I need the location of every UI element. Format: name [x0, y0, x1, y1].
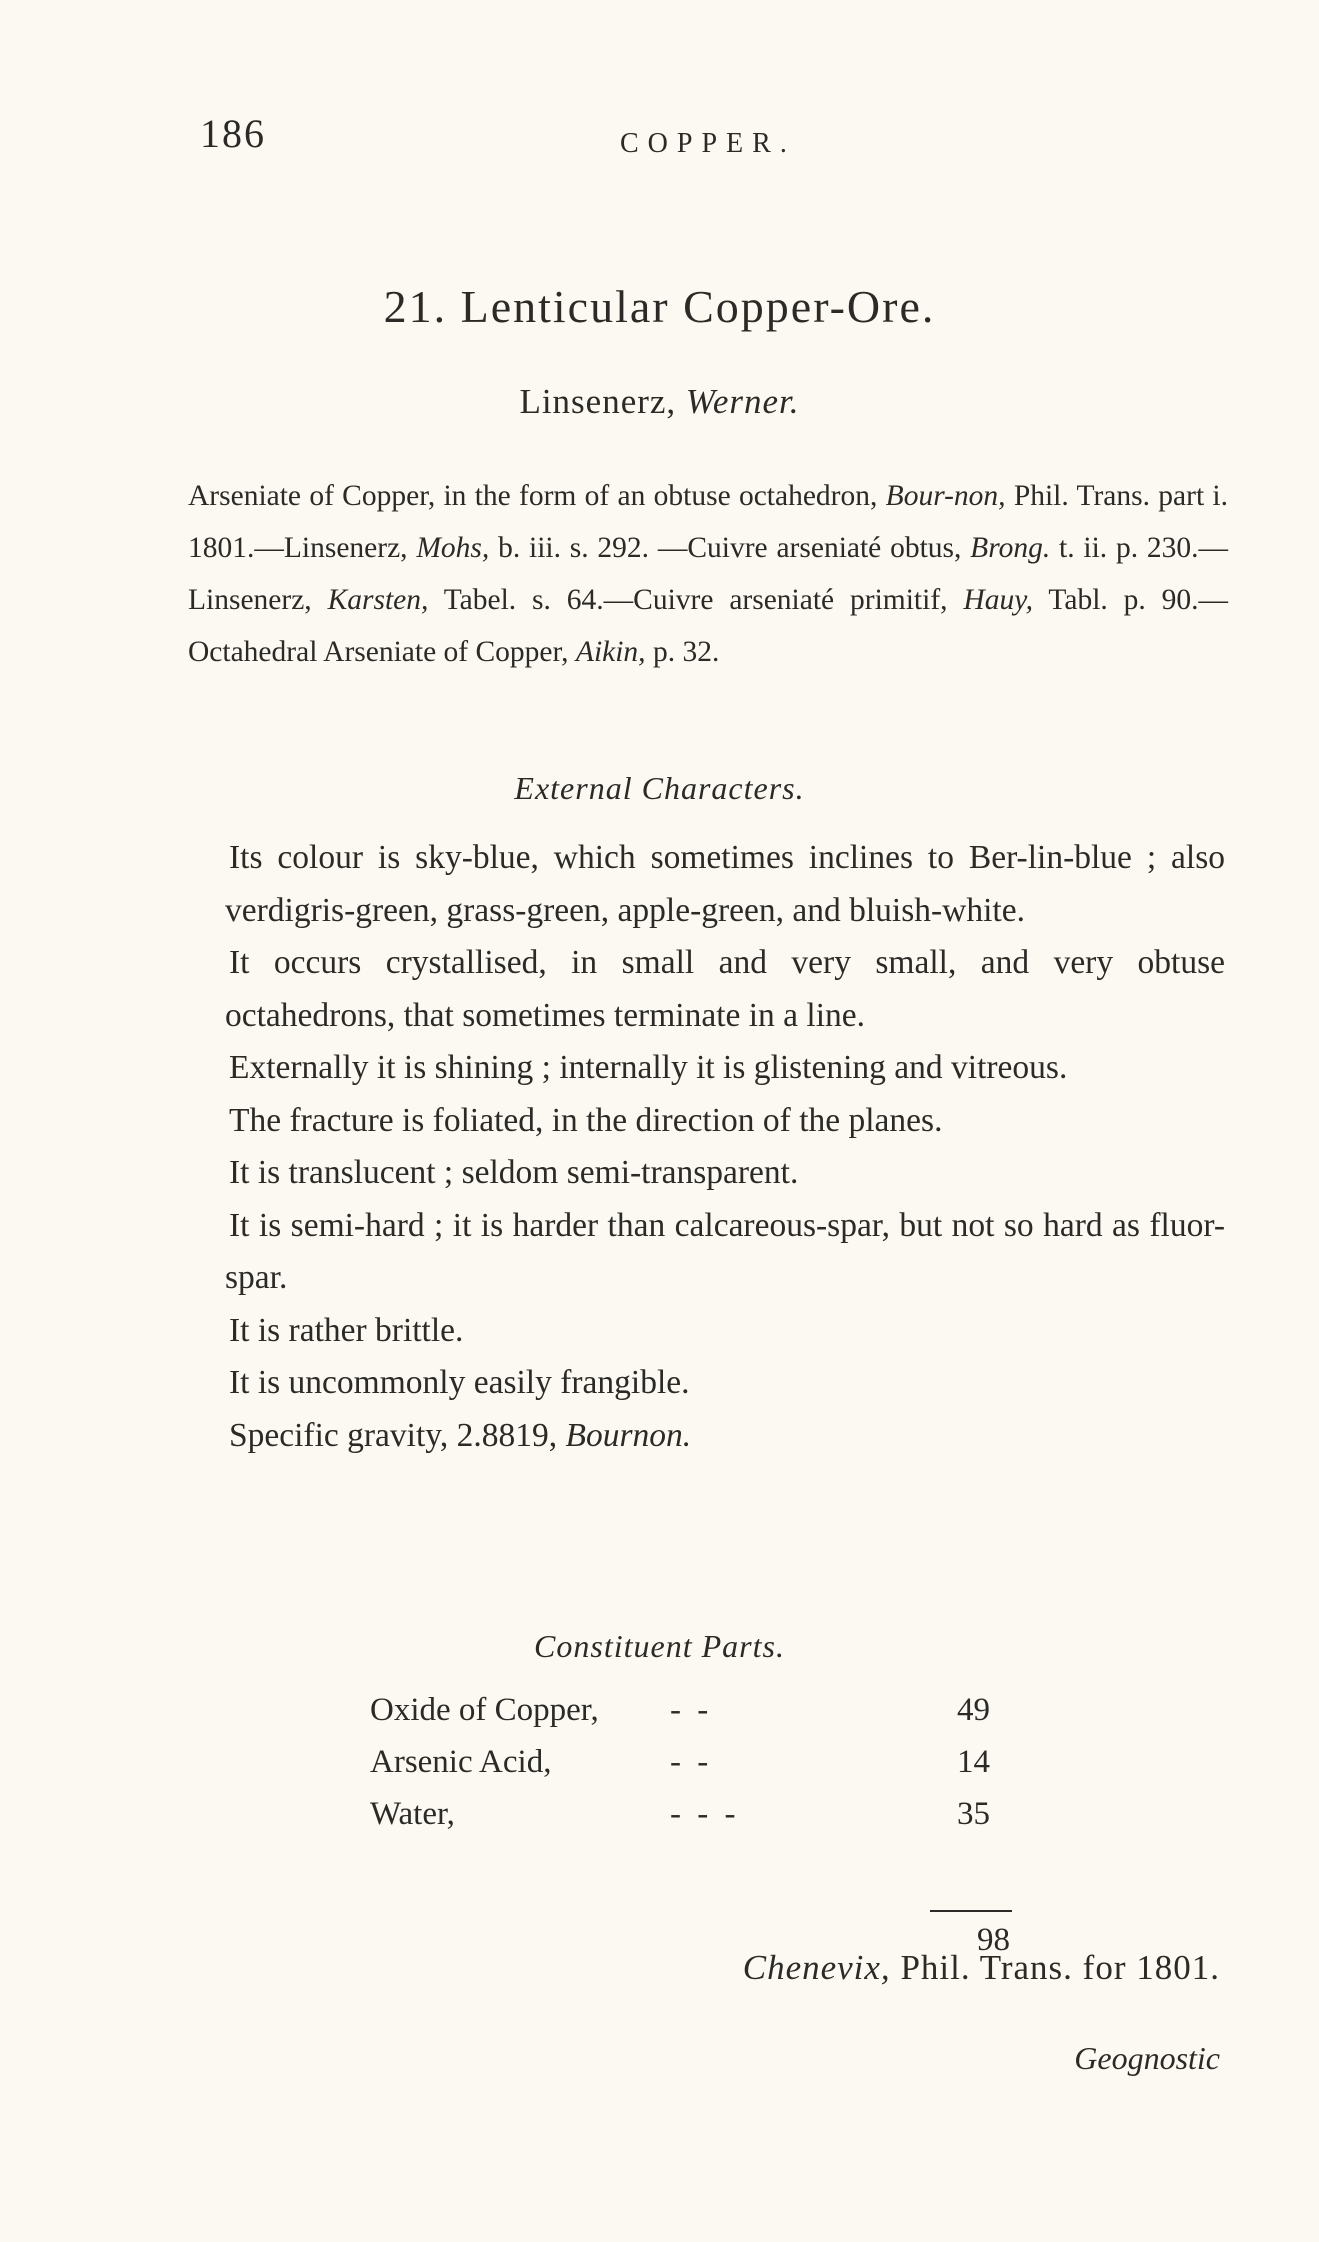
synonymy-block	[188, 470, 1228, 678]
constituent-value: 14	[957, 1744, 990, 1780]
section-subtitle	[0, 382, 1319, 422]
section-title: 21. Lenticular Copper-Ore.	[383, 281, 936, 332]
catchword: Geognostic	[1074, 2040, 1220, 2076]
sum-rule	[930, 1910, 1012, 1912]
constituent-name: Arsenic Acid,	[370, 1744, 552, 1780]
reference-author: Brong.	[970, 532, 1051, 564]
constituents-table	[370, 1692, 1020, 1848]
constituent-name: Oxide of Copper,	[370, 1692, 599, 1728]
reference-text: b. iii. s. 292. —Cuivre arseniaté obtus,	[489, 532, 971, 564]
citation-source: Phil. Trans. for 1801.	[900, 1948, 1220, 1987]
specific-gravity-author: Bournon.	[565, 1416, 692, 1454]
paragraph-hardness: It is semi-hard ; it is harder than calcareous-spar, but not so hard as fluor-spar.	[225, 1206, 1225, 1296]
external-characters-heading: External Characters.	[514, 770, 805, 806]
paragraph-crystal: It occurs crystallised, in small and very small, and very obtuse octahedrons, that sometimes terminate in a line.	[225, 944, 1225, 1034]
constituent-value: 35	[957, 1796, 990, 1832]
constituent-value: 49	[957, 1692, 990, 1728]
body-text	[225, 832, 1225, 1462]
reference-text: Arseniate of Copper, in the form of an obtuse octahedron,	[188, 480, 886, 512]
reference-text: t. ii. p. 230.—Linsenerz,	[188, 532, 1228, 616]
constituent-name: Water,	[370, 1796, 455, 1832]
paragraph-lustre: Externally it is shining ; internally it is glistening and vitreous.	[229, 1049, 1068, 1086]
page-header	[200, 110, 1120, 170]
table-row	[370, 1692, 1020, 1744]
paragraph-brittleness: It is rather brittle.	[229, 1311, 464, 1349]
mineral-name: Linsenerz,	[519, 382, 677, 421]
leader-dashes: - - -	[670, 1796, 740, 1832]
reference-text: p. 32.	[645, 636, 720, 668]
reference-author: Karsten,	[327, 584, 429, 616]
leader-dashes: - -	[670, 1744, 713, 1780]
paragraph-specific-gravity	[225, 1410, 1225, 1463]
reference-text: Tabl. p. 90.—Octahedral Arseniate of Copper,	[188, 584, 1229, 668]
subtitle-author: Werner.	[685, 382, 800, 421]
table-row	[370, 1796, 1020, 1848]
table-row	[370, 1744, 1020, 1796]
synonymy-paragraph	[188, 470, 1228, 678]
analysis-citation	[600, 1948, 1220, 1988]
reference-author: Hauy,	[963, 584, 1034, 616]
specific-gravity-text: Specific gravity, 2.8819,	[229, 1416, 566, 1454]
constituent-parts-heading: Constituent Parts.	[534, 1628, 785, 1664]
paragraph-fracture: The fracture is foliated, in the direction of the planes.	[229, 1101, 943, 1139]
reference-text: Tabel. s. 64.—Cuivre arseniaté primitif,	[428, 584, 964, 616]
citation-author: Chenevix,	[742, 1948, 891, 1987]
reference-author: Aikin,	[575, 636, 646, 668]
reference-author: Bour-non,	[885, 480, 1006, 512]
paragraph-colour: Its colour is sky-blue, which sometimes inclines to Ber-lin-blue ; also verdigris-green, grass-green, apple-green, and bluish-white.	[225, 839, 1225, 929]
running-head: COPPER.	[620, 128, 796, 159]
total-value: 98	[977, 1922, 1010, 1958]
paragraph-translucency: It is translucent ; seldom semi-transparent.	[229, 1154, 799, 1191]
page-number: 186	[200, 111, 266, 156]
reference-text: Phil. Trans. part i. 1801.—Linsenerz,	[188, 480, 1228, 564]
paragraph-frangibility: It is uncommonly easily frangible.	[229, 1364, 690, 1401]
reference-author: Mohs,	[416, 532, 490, 564]
leader-dashes: - -	[670, 1692, 713, 1728]
